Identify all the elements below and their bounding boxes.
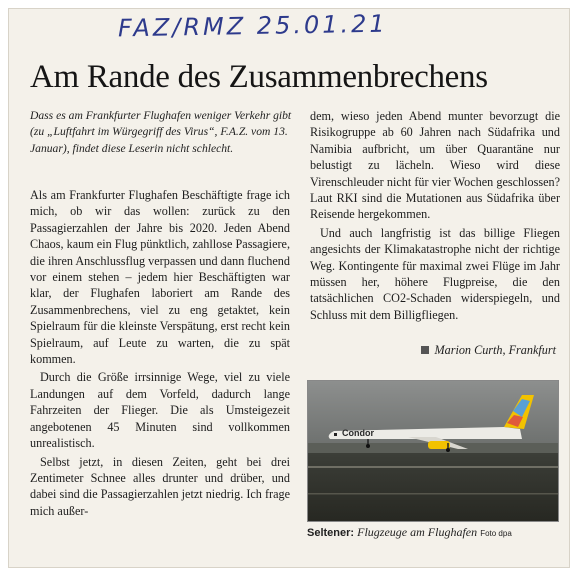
cut-off-text-remnant (307, 540, 559, 568)
paragraph: Selbst jetzt, in diesen Zeiten, geht bei drei Zentimeter Schnee alles drunter und drüber, und dabei sind die Passagierzahlen jetzt niedrig. Ich frage mich außer- (30, 454, 290, 518)
caption-text: Flugzeuge am Flughafen (357, 525, 478, 539)
photo-credit: Foto dpa (480, 529, 512, 538)
author-signature (310, 343, 556, 358)
airplane-photo (308, 381, 558, 521)
paragraph: Und auch langfristig ist das billige Fliegen angesichts der Klimakatastrophe nicht der richtige Weg. Kontingente für maximal zwei Flüge im Jahr müssen her, höhere Flugpreise, die den tatsächlichen CO2-Schaden widerspiegeln, und Schluss mit dem Billigfliegen. (310, 225, 560, 322)
caption-lead: Seltener: (307, 527, 355, 539)
square-bullet-icon (421, 346, 429, 354)
article-column-left (30, 187, 290, 519)
photo-caption (307, 525, 559, 540)
article-intro: Dass es am Frankfurter Flughafen weniger Verkehr gibt (zu „Luftfahrt im Würgegriff des Virus“, F.A.Z. vom 13. Januar), findet diese Leserin nicht schlecht. (30, 109, 292, 155)
paragraph: Durch die Größe irrsinnige Wege, viel zu viele Landungen auf dem Vorfeld, dadurch lange Fahrzeiten der Flieger. Die als Umsteigezeit angebotenen 45 Minuten sind vollkommen unrealistisch. (30, 370, 290, 451)
article-column-right (310, 108, 560, 323)
article-photo (307, 380, 559, 522)
author-name: Marion Curth, Frankfurt (434, 343, 556, 357)
condor-logo-text: Condor (342, 428, 374, 438)
paragraph: dem, wieso jeden Abend munter bevorzugt die Risikogruppe ab 60 Jahren nach Südafrika und Namibia aufbricht, um über Quarantäne nur belustigt zu lächeln. Wieso wird diese Virenschleuder nicht für vier Wochen geschlossen? Laut RKI sind die Mutationen aus Südafrika über Reisende hergekommen. (310, 109, 560, 222)
paragraph: Als am Frankfurter Flughafen Beschäftigte frage ich mich, ob wir das wollen: zurück zu den Passagierzahlen der Jahre bis 2020. Jeden Abend Chaos, kaum ein Flug pünktlich, zahllose Passagiere, die ihren Anschlussflug verpassen und dann fluchend vor einem stehen – jedem hier Beschäftigten war klar, der Flughafen laboriert am Rande des Zusammenbrechens, viel zu eng getaktet, kein Spielraum für die kleinste Verspätung, erst recht kein Spielraum, auf Leute zu warten, die zu spät kommen. (30, 188, 290, 367)
handwritten-source-note: FAZ/RMZ 25.01.21 (117, 9, 388, 43)
article-headline: Am Rande des Zusammenbrechens (30, 59, 488, 95)
